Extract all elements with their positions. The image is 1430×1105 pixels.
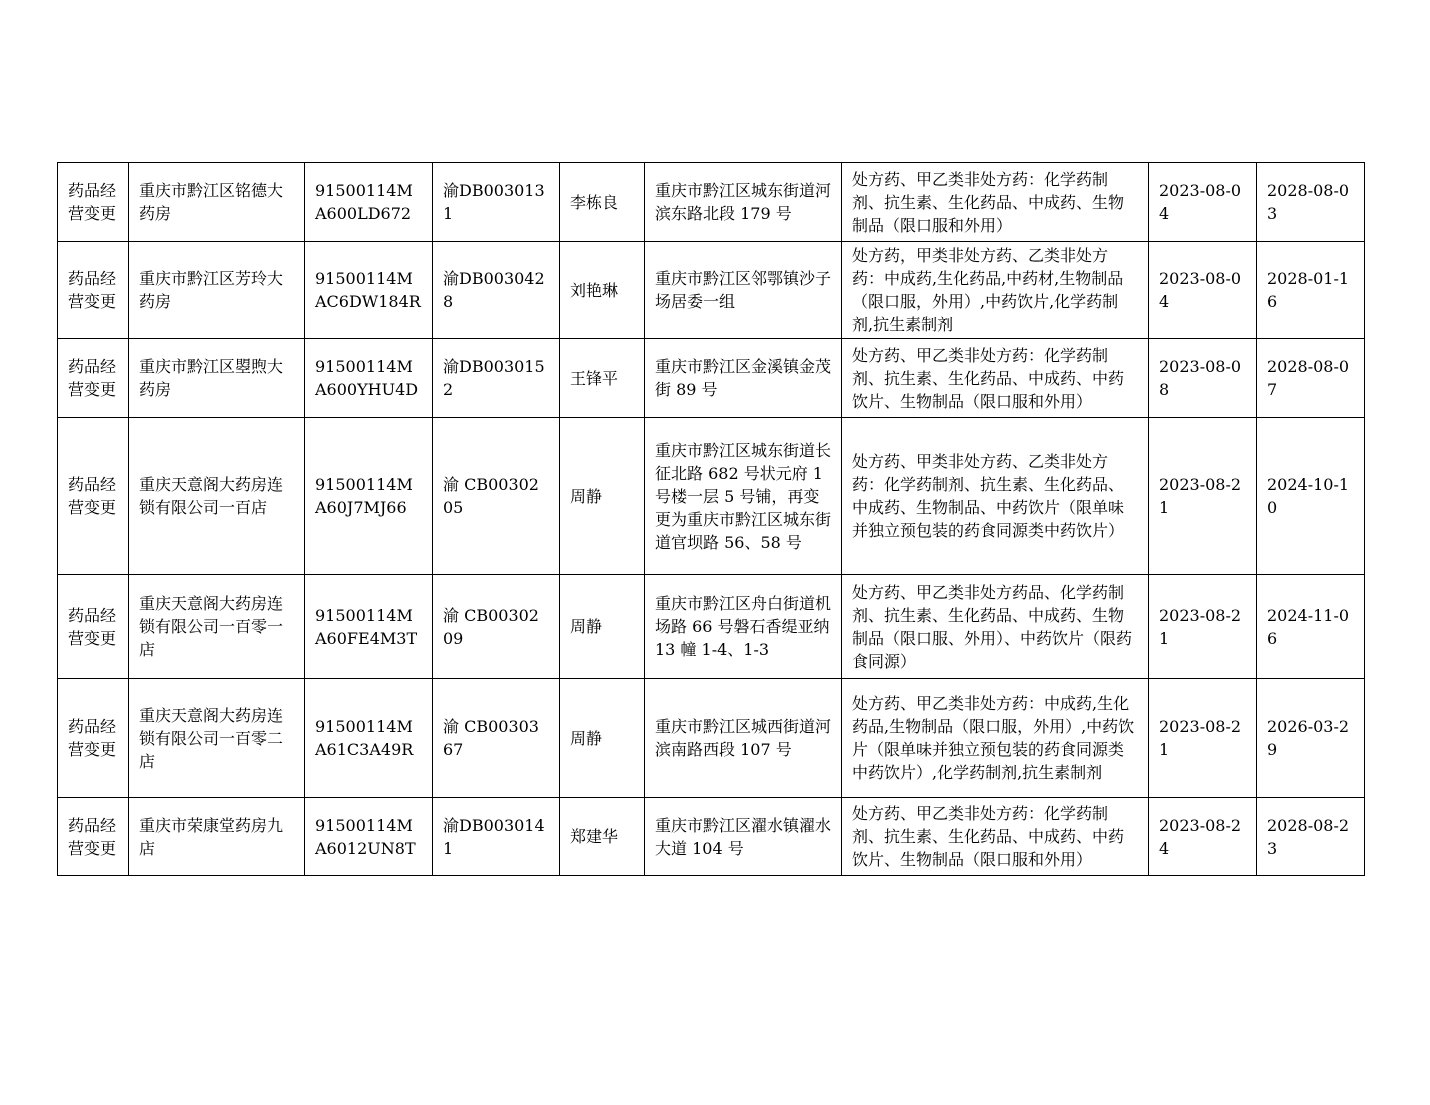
license-number-cell: 渝DB0030152 bbox=[433, 339, 560, 418]
license-number-cell: 渝 CB0030367 bbox=[433, 679, 560, 798]
legal-person-cell: 郑建华 bbox=[560, 798, 645, 876]
credit-code-cell: 91500114MA60J7MJ66 bbox=[305, 418, 433, 575]
legal-person-cell: 王锋平 bbox=[560, 339, 645, 418]
address-cell: 重庆市黔江区城东街道河滨东路北段 179 号 bbox=[645, 163, 842, 242]
change-type-cell: 药品经营变更 bbox=[58, 798, 129, 876]
address-cell: 重庆市黔江区金溪镇金茂街 89 号 bbox=[645, 339, 842, 418]
pharmacy-name-cell: 重庆市荣康堂药房九店 bbox=[129, 798, 305, 876]
license-number-cell: 渝DB0030141 bbox=[433, 798, 560, 876]
license-change-table bbox=[57, 162, 1365, 876]
expiry-date-cell: 2028-08-07 bbox=[1257, 339, 1365, 418]
license-number-cell: 渝 CB0030205 bbox=[433, 418, 560, 575]
issue-date-cell: 2023-08-08 bbox=[1149, 339, 1257, 418]
change-type-cell: 药品经营变更 bbox=[58, 163, 129, 242]
legal-person-cell: 刘艳琳 bbox=[560, 242, 645, 339]
business-scope-cell: 处方药，甲类非处方药、乙类非处方药：中成药,生化药品,中药材,生物制品（限口服，外用）,中药饮片,化学药制剂,抗生素制剂 bbox=[842, 242, 1149, 339]
legal-person-cell: 周静 bbox=[560, 575, 645, 679]
license-number-cell: 渝DB0030131 bbox=[433, 163, 560, 242]
expiry-date-cell: 2026-03-29 bbox=[1257, 679, 1365, 798]
address-cell: 重庆市黔江区城东街道长征北路 682 号状元府 1 号楼一层 5 号铺，再变更为重庆市黔江区城东街道官坝路 56、58 号 bbox=[645, 418, 842, 575]
credit-code-cell: 91500114MA600YHU4D bbox=[305, 339, 433, 418]
business-scope-cell: 处方药、甲乙类非处方药品、化学药制剂、抗生素、生化药品、中成药、生物制品（限口服、外用）、中药饮片（限药食同源） bbox=[842, 575, 1149, 679]
expiry-date-cell: 2028-08-03 bbox=[1257, 163, 1365, 242]
pharmacy-name-cell: 重庆天意阁大药房连锁有限公司一百零一店 bbox=[129, 575, 305, 679]
expiry-date-cell: 2028-08-23 bbox=[1257, 798, 1365, 876]
table-row bbox=[58, 163, 1365, 242]
issue-date-cell: 2023-08-04 bbox=[1149, 163, 1257, 242]
license-number-cell: 渝DB0030428 bbox=[433, 242, 560, 339]
table-row bbox=[58, 679, 1365, 798]
business-scope-cell: 处方药、甲乙类非处方药：中成药,生化药品,生物制品（限口服，外用）,中药饮片（限单味并独立预包装的药食同源类中药饮片）,化学药制剂,抗生素制剂 bbox=[842, 679, 1149, 798]
expiry-date-cell: 2024-10-10 bbox=[1257, 418, 1365, 575]
address-cell: 重庆市黔江区城西街道河滨南路西段 107 号 bbox=[645, 679, 842, 798]
credit-code-cell: 91500114MA61C3A49R bbox=[305, 679, 433, 798]
change-type-cell: 药品经营变更 bbox=[58, 679, 129, 798]
table-row bbox=[58, 418, 1365, 575]
pharmacy-name-cell: 重庆市黔江区铭德大药房 bbox=[129, 163, 305, 242]
address-cell: 重庆市黔江区濯水镇濯水大道 104 号 bbox=[645, 798, 842, 876]
issue-date-cell: 2023-08-24 bbox=[1149, 798, 1257, 876]
expiry-date-cell: 2024-11-06 bbox=[1257, 575, 1365, 679]
legal-person-cell: 李栋良 bbox=[560, 163, 645, 242]
business-scope-cell: 处方药、甲乙类非处方药：化学药制剂、抗生素、生化药品、中成药、中药饮片、生物制品（限口服和外用） bbox=[842, 798, 1149, 876]
change-type-cell: 药品经营变更 bbox=[58, 575, 129, 679]
credit-code-cell: 91500114MA60FE4M3T bbox=[305, 575, 433, 679]
expiry-date-cell: 2028-01-16 bbox=[1257, 242, 1365, 339]
address-cell: 重庆市黔江区舟白街道机场路 66 号磐石香缇亚纳 13 幢 1-4、1-3 bbox=[645, 575, 842, 679]
legal-person-cell: 周静 bbox=[560, 418, 645, 575]
license-number-cell: 渝 CB0030209 bbox=[433, 575, 560, 679]
address-cell: 重庆市黔江区邻鄂镇沙子场居委一组 bbox=[645, 242, 842, 339]
change-type-cell: 药品经营变更 bbox=[58, 242, 129, 339]
issue-date-cell: 2023-08-21 bbox=[1149, 679, 1257, 798]
table-row bbox=[58, 798, 1365, 876]
table-row bbox=[58, 575, 1365, 679]
business-scope-cell: 处方药、甲乙类非处方药：化学药制剂、抗生素、生化药品、中成药、生物制品（限口服和外用） bbox=[842, 163, 1149, 242]
table-row bbox=[58, 339, 1365, 418]
business-scope-cell: 处方药、甲类非处方药、乙类非处方药：化学药制剂、抗生素、生化药品、中成药、生物制品、中药饮片（限单味并独立预包装的药食同源类中药饮片） bbox=[842, 418, 1149, 575]
pharmacy-name-cell: 重庆市黔江区芳玲大药房 bbox=[129, 242, 305, 339]
issue-date-cell: 2023-08-21 bbox=[1149, 418, 1257, 575]
business-scope-cell: 处方药、甲乙类非处方药：化学药制剂、抗生素、生化药品、中成药、中药饮片、生物制品（限口服和外用） bbox=[842, 339, 1149, 418]
pharmacy-name-cell: 重庆天意阁大药房连锁有限公司一百店 bbox=[129, 418, 305, 575]
issue-date-cell: 2023-08-04 bbox=[1149, 242, 1257, 339]
issue-date-cell: 2023-08-21 bbox=[1149, 575, 1257, 679]
pharmacy-name-cell: 重庆市黔江区曌煦大药房 bbox=[129, 339, 305, 418]
pharmacy-name-cell: 重庆天意阁大药房连锁有限公司一百零二店 bbox=[129, 679, 305, 798]
change-type-cell: 药品经营变更 bbox=[58, 339, 129, 418]
table-row bbox=[58, 242, 1365, 339]
credit-code-cell: 91500114MA6012UN8T bbox=[305, 798, 433, 876]
credit-code-cell: 91500114MA600LD672 bbox=[305, 163, 433, 242]
change-type-cell: 药品经营变更 bbox=[58, 418, 129, 575]
legal-person-cell: 周静 bbox=[560, 679, 645, 798]
credit-code-cell: 91500114MAC6DW184R bbox=[305, 242, 433, 339]
